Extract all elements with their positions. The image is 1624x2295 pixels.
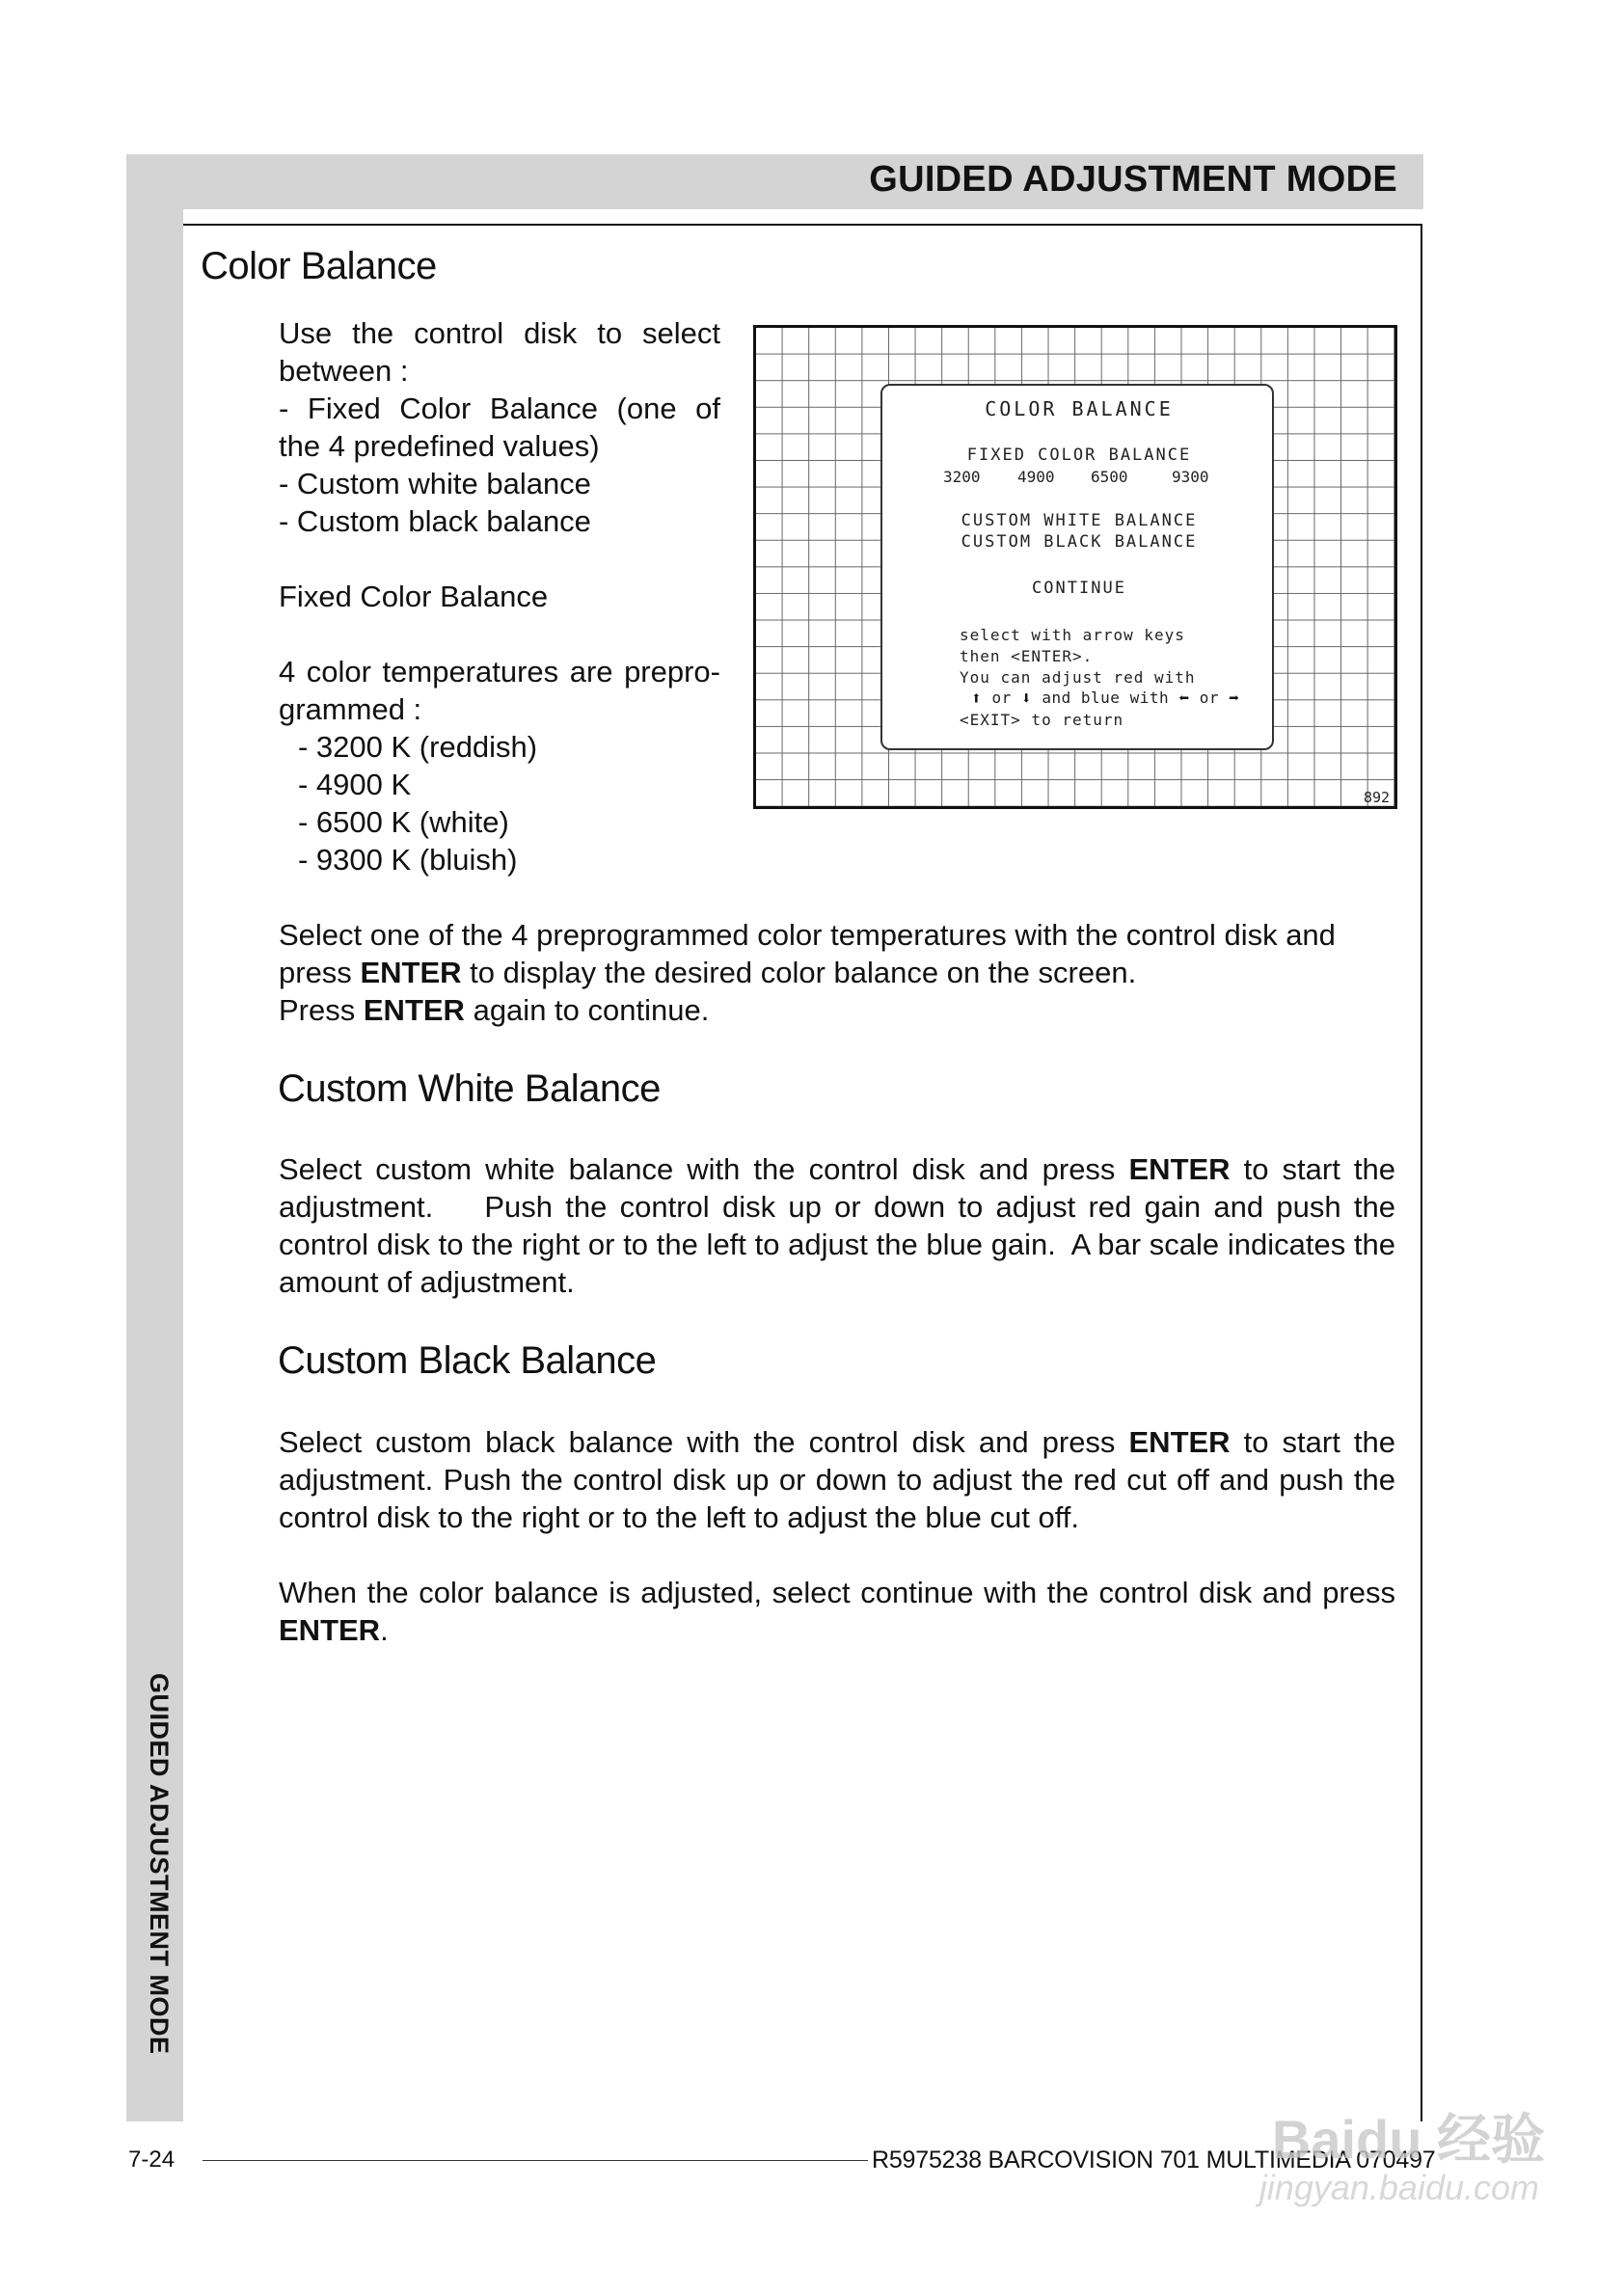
right-arrow-icon: ➡: [1229, 688, 1240, 709]
white-text-1: Select custom white balance with the control disk and press: [279, 1152, 1116, 1186]
final-paragraph: [279, 1574, 1395, 1649]
intro-line: - Fixed Color Balance (one of: [279, 392, 720, 425]
enter-keyword: ENTER: [360, 956, 462, 989]
black-paragraph: [279, 1423, 1395, 1536]
down-arrow-icon: ⬇: [1020, 688, 1033, 709]
temperature-item: - 6500 K (white): [298, 805, 509, 839]
osd-help-1: select with arrow keys: [960, 626, 1185, 644]
heading-custom-black: Custom Black Balance: [278, 1339, 657, 1382]
enter-keyword: ENTER: [1128, 1152, 1231, 1186]
enter-keyword: ENTER: [279, 1613, 381, 1647]
osd-temp-4900: 4900: [1017, 468, 1055, 486]
footer-rule: [203, 2160, 868, 2161]
osd-help-2: then <ENTER>.: [960, 647, 1094, 665]
osd-custom-white: CUSTOM WHITE BALANCE: [961, 511, 1198, 530]
enter-keyword: ENTER: [1128, 1425, 1231, 1459]
page-number: 7-24: [128, 2146, 176, 2173]
select-text-1: Select one of the 4 preprogrammed color temperatures with the control disk and press: [279, 918, 1336, 989]
up-arrow-icon: ⬆: [971, 688, 983, 709]
osd-temp-9300: 9300: [1172, 468, 1209, 486]
intro-line: - Custom white balance: [279, 467, 591, 500]
white-paragraph: [279, 1150, 1404, 1301]
black-text-2: to start the adjustment. Push the control disk up or down to adjust the red cut off and push the control disk to the right or to the left to adjust the blue cut off.: [279, 1425, 1395, 1534]
osd-or-label: or: [991, 688, 1012, 707]
osd-or-label-2: or: [1199, 688, 1219, 707]
intro-line: between :: [279, 354, 409, 388]
select-paragraph: [279, 916, 1397, 1029]
osd-custom-black: CUSTOM BLACK BALANCE: [961, 532, 1198, 552]
black-text-1: Select custom black balance with the control disk and press: [279, 1425, 1116, 1459]
intro-line: Use the control disk to select: [279, 316, 720, 350]
osd-temp-6500: 6500: [1091, 468, 1128, 486]
white-text-2: to start the adjustment. Push the control disk up or down to adjust red gain and push the control disk to the right or to the left to adjust the blue gain. A bar scale indicates the amount of adjustment.: [279, 1152, 1404, 1299]
osd-menu-title: COLOR BALANCE: [985, 397, 1174, 420]
temperature-item: - 9300 K (bluish): [298, 843, 518, 877]
osd-temp-3200: 3200: [943, 468, 981, 486]
side-tab-title: GUIDED ADJUSTMENT MODE: [145, 1673, 174, 2055]
watermark-logo: Baidu 经验: [1271, 2109, 1545, 2170]
osd-help-3: You can adjust red with: [960, 668, 1196, 687]
page-header-title: GUIDED ADJUSTMENT MODE: [869, 159, 1397, 200]
intro-line: - Custom black balance: [279, 504, 591, 538]
watermark-url: jingyan.baidu.com: [1259, 2168, 1539, 2207]
heading-custom-white: Custom White Balance: [278, 1067, 661, 1110]
enter-keyword: ENTER: [363, 993, 465, 1027]
osd-fixed-label: FIXED COLOR BALANCE: [966, 446, 1192, 465]
osd-menu-box: [880, 384, 1274, 750]
left-arrow-icon: ⬅: [1178, 688, 1190, 709]
figure-code: 892: [1364, 789, 1391, 806]
osd-help-4: [971, 688, 1239, 708]
osd-continue: CONTINUE: [1032, 579, 1126, 598]
temps-intro-line: grammed :: [279, 692, 422, 726]
final-dot: .: [380, 1613, 389, 1647]
temps-intro-line: 4 color temperatures are prepro-: [279, 655, 720, 688]
select-text-2: to display the desired color balance on the screen.: [470, 956, 1137, 989]
intro-line: the 4 predefined values): [279, 429, 600, 463]
heading-color-balance: Color Balance: [201, 245, 437, 287]
temperature-item: - 4900 K: [298, 768, 412, 801]
fixed-balance-heading: Fixed Color Balance: [279, 580, 549, 613]
again-text: again to continue.: [473, 993, 710, 1027]
osd-help-5: <EXIT> to return: [960, 711, 1124, 729]
intro-text: [279, 314, 720, 878]
press-text: Press: [279, 993, 356, 1027]
footer-doc-id: R5975238 BARCOVISION 701 MULTIMEDIA 070497: [872, 2146, 1436, 2174]
final-text: When the color balance is adjusted, select continue with the control disk and press: [279, 1576, 1395, 1609]
osd-blue-label: and blue with: [1042, 688, 1170, 707]
temperature-item: - 3200 K (reddish): [298, 730, 538, 764]
